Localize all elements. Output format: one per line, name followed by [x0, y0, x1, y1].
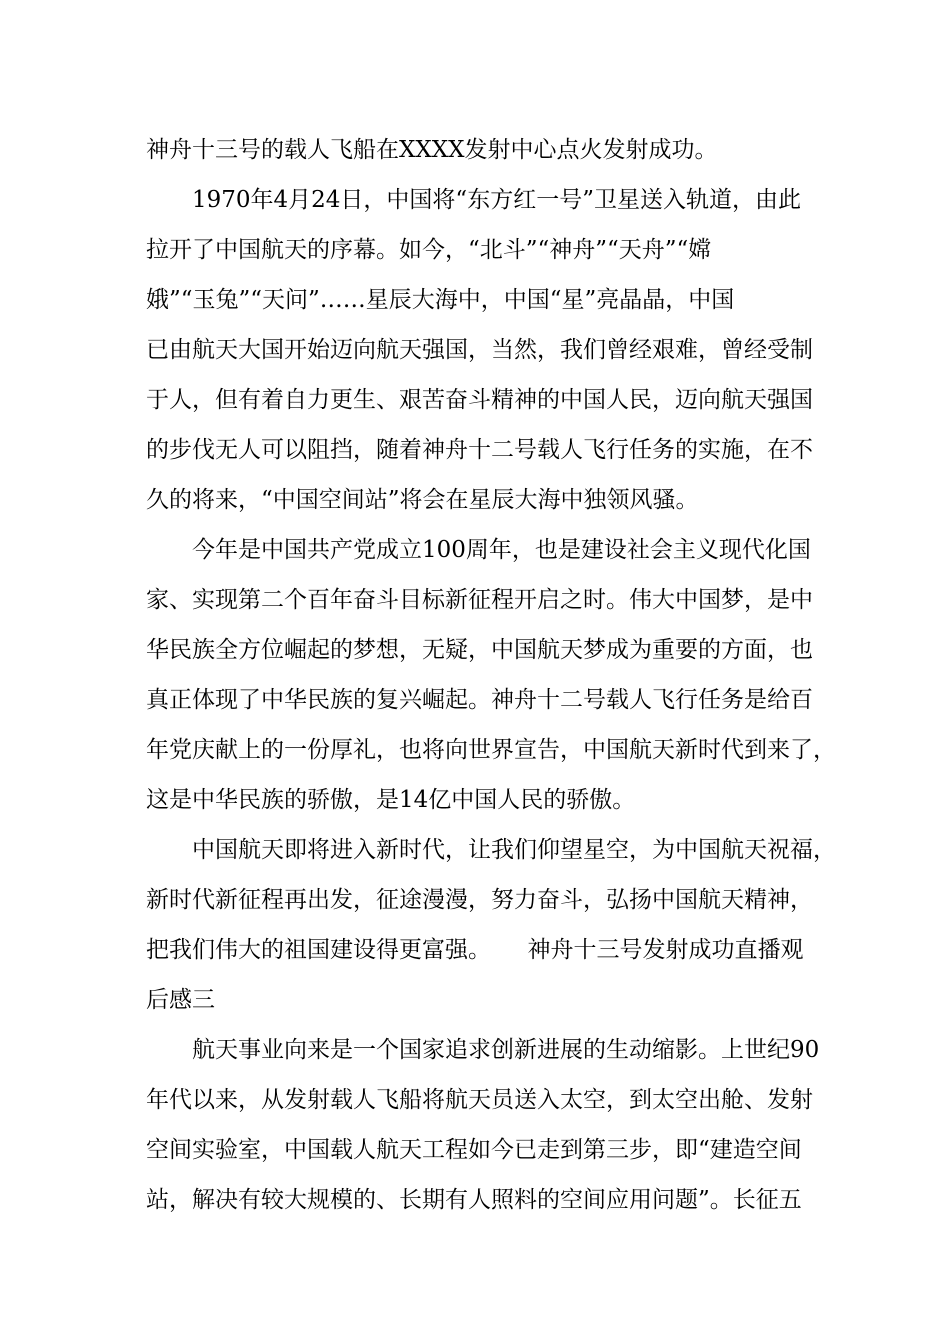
- text-line-17: 把我们伟大的祖国建设得更富强。 神舟十三号发射成功直播观: [146, 937, 804, 963]
- text-line-14: 这是中华民族的骄傲，是14亿中国人民的骄傲。: [146, 787, 636, 813]
- text-line-9: 今年是中国共产党成立100周年，也是建设社会主义现代化国: [192, 537, 811, 563]
- text-line-10: 家、实现第二个百年奋斗目标新征程开启之时。伟大中国梦，是中: [146, 587, 813, 613]
- text-line-5: 已由航天大国开始迈向航天强国，当然，我们曾经艰难，曾经受制: [146, 337, 813, 363]
- text-line-11: 华民族全方位崛起的梦想，无疑，中国航天梦成为重要的方面，也: [146, 637, 813, 663]
- text-line-4: 娥”“玉兔”“天问”……星辰大海中，中国“星”亮晶晶，中国: [146, 287, 735, 313]
- text-line-16: 新时代新征程再出发，征途漫漫，努力奋斗，弘扬中国航天精神，: [146, 887, 813, 913]
- text-line-1: 神舟十三号的载人飞船在XXXX发射中心点火发射成功。: [146, 137, 718, 163]
- text-line-12: 真正体现了中华民族的复兴崛起。神舟十二号载人飞行任务是给百: [146, 687, 813, 713]
- text-line-6: 于人，但有着自力更生、艰苦奋斗精神的中国人民，迈向航天强国: [146, 387, 813, 413]
- text-line-7: 的步伐无人可以阻挡，随着神舟十二号载人飞行任务的实施，在不: [146, 437, 813, 463]
- text-line-21: 空间实验室，中国载人航天工程如今已走到第三步，即“建造空间: [146, 1137, 802, 1163]
- text-line-20: 年代以来，从发射载人飞船将航天员送入太空，到太空出舱、发射: [146, 1087, 813, 1113]
- text-line-15: 中国航天即将进入新时代，让我们仰望星空，为中国航天祝福，: [192, 837, 836, 863]
- text-line-18: 后感三: [146, 987, 215, 1013]
- text-line-22: 站，解决有较大规模的、长期有人照料的空间应用问题”。长征五: [146, 1187, 802, 1213]
- text-line-2: 1970年4月24日，中国将“东方红一号”卫星送入轨道，由此: [192, 187, 801, 213]
- text-line-8: 久的将来，“中国空间站”将会在星辰大海中独领风骚。: [146, 487, 699, 513]
- text-line-3: 拉开了中国航天的序幕。如今，“北斗”“神舟”“天舟”“嫦: [146, 237, 712, 263]
- text-line-13: 年党庆献上的一份厚礼，也将向世界宣告，中国航天新时代到来了，: [146, 737, 836, 763]
- text-line-19: 航天事业向来是一个国家追求创新进展的生动缩影。上世纪90: [192, 1037, 820, 1063]
